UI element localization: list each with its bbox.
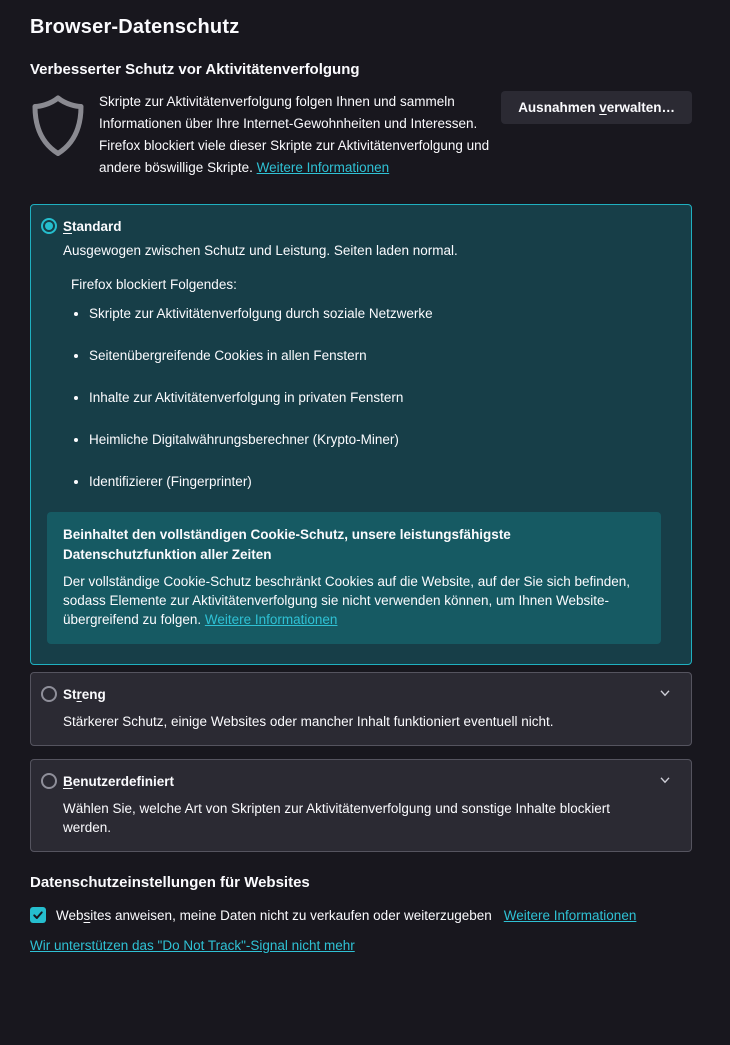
- option-strict-panel[interactable]: [30, 672, 692, 746]
- list-item: • Seitenübergreifende Cookies in allen Fenstern: [89, 346, 661, 366]
- gpc-checkbox-row: [30, 907, 692, 923]
- page-title: Browser-Datenschutz: [30, 16, 240, 38]
- gpc-checkbox-label[interactable]: Websites anweisen, meine Daten nicht zu verkaufen oder weiterzugeben: [56, 907, 492, 923]
- option-standard-description: Ausgewogen zwischen Schutz und Leistung. Seiten laden normal.: [63, 243, 458, 258]
- radio-standard[interactable]: [41, 218, 57, 234]
- list-item: • Identifizierer (Fingerprinter): [89, 472, 661, 492]
- check-icon: [32, 909, 44, 921]
- blocked-items-list: [71, 304, 661, 492]
- gpc-learn-more-link[interactable]: Weitere Informationen: [503, 907, 637, 923]
- radio-custom[interactable]: [41, 773, 57, 789]
- callout-body: Der vollständige Cookie-Schutz beschränkt Cookies auf die Website, auf der Sie sich befinden, sodass Elemente zur Aktivitätenverfolgung sie nicht verwenden können, um Ihnen Website-übergreifend zu folgen. Weitere Informationen: [63, 574, 631, 627]
- option-custom-label: Benutzerdefiniert: [63, 773, 175, 789]
- dnt-info-link[interactable]: Wir unterstützen das "Do Not Track"-Signal nicht mehr: [30, 938, 355, 953]
- tracking-protection-intro: [30, 91, 692, 179]
- total-cookie-protection-callout: [47, 512, 661, 644]
- dnt-row: [30, 938, 692, 953]
- option-custom-panel[interactable]: [30, 759, 692, 852]
- description-text: Skripte zur Aktivitätenverfolgung folgen Ihnen und sammeln Informationen über Ihre Internet-Gewohnheiten und Interessen. Firefox blockiert viele dieser Skripte zur Aktivitätenverfolgung und andere böswillige Skripte.: [99, 94, 490, 175]
- option-strict-description: Stärkerer Schutz, einige Websites oder mancher Inhalt funktioniert eventuell nicht.: [63, 714, 554, 729]
- option-standard-panel[interactable]: [30, 204, 692, 665]
- list-item: • Heimliche Digitalwährungsberechner (Krypto-Miner): [89, 430, 661, 450]
- website-privacy-heading: Datenschutzeinstellungen für Websites: [30, 874, 310, 891]
- option-custom-header[interactable]: [41, 773, 651, 789]
- option-standard-label: Standard: [63, 218, 122, 234]
- chevron-down-icon[interactable]: [659, 687, 671, 699]
- callout-title: Beinhaltet den vollständigen Cookie-Schutz, unsere leistungsfähigste Datenschutzfunktion aller Zeiten: [63, 527, 511, 562]
- radio-strict[interactable]: [41, 686, 57, 702]
- list-item: • Skripte zur Aktivitätenverfolgung durch soziale Netzwerke: [89, 304, 661, 324]
- manage-exceptions-button[interactable]: Ausnahmen verwalten…: [501, 91, 692, 124]
- chevron-down-icon[interactable]: [659, 774, 671, 786]
- option-strict-header[interactable]: [41, 686, 651, 702]
- option-standard-header[interactable]: [41, 218, 661, 234]
- option-custom-description: Wählen Sie, welche Art von Skripten zur Aktivitätenverfolgung und sonstige Inhalte blockiert werden.: [63, 801, 611, 835]
- shield-icon: [30, 94, 86, 158]
- learn-more-link[interactable]: Weitere Informationen: [256, 160, 390, 175]
- option-strict-label: Streng: [63, 686, 106, 702]
- callout-learn-more-link[interactable]: Weitere Informationen: [204, 612, 338, 627]
- blocks-intro: Firefox blockiert Folgendes:: [71, 277, 237, 292]
- list-item: • Inhalte zur Aktivitätenverfolgung in privaten Fenstern: [89, 388, 661, 408]
- tracking-protection-description: [99, 91, 491, 179]
- tracking-protection-heading: Verbesserter Schutz vor Aktivitätenverfolgung: [30, 61, 360, 78]
- gpc-checkbox[interactable]: [30, 907, 46, 923]
